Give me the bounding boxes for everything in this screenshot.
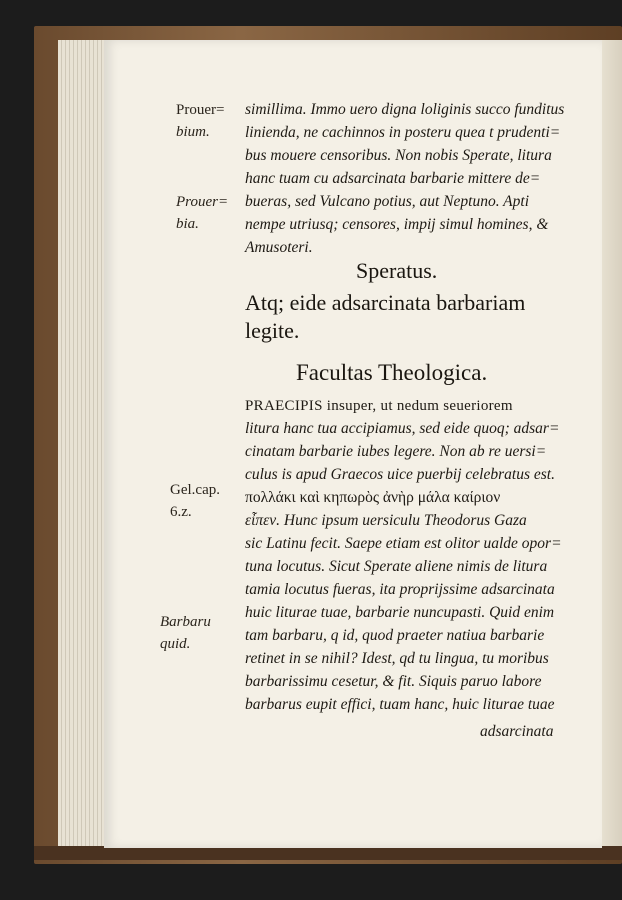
margin-note-barbarum-2: quid. <box>160 636 191 652</box>
book-cover-edge <box>34 846 622 860</box>
speaker-heading-facultas: Facultas Theologica. <box>296 360 488 385</box>
large-text-line: Atq; eide adsarcinata barbariam <box>245 290 526 315</box>
text-line: tuna locutus. Sicut Sperate aliene nimis de litura <box>245 558 548 575</box>
margin-note-prouerbium: Prouer= <box>176 102 225 118</box>
margin-note-gellius-2: 6.z. <box>170 504 192 520</box>
text-line: εἶπεν. Hunc ipsum uersiculu Theodorus Gaza <box>245 512 527 529</box>
text-line: retinet in se nihil? Idest, qd tu lingua, tu moribus <box>245 650 549 667</box>
text-line: tamia locutus fueras, ita proprijssime adsarcinata <box>245 581 555 598</box>
margin-note-barbarum: Barbaru <box>160 614 211 630</box>
text-line: nempe utriusq; censores, impij simul homines, & <box>245 216 549 233</box>
large-text-line: legite. <box>245 318 300 343</box>
text-line-greek: πολλάκι καὶ κηπωρὸς ἀνὴρ μάλα καίριον <box>245 489 501 506</box>
text-line: PRAECIPIS insuper, ut nedum seueriorem <box>245 398 513 414</box>
page-edges <box>58 40 108 846</box>
text-line: barbarissimu cesetur, & fit. Siquis paruo labore <box>245 673 542 690</box>
text-line: hanc tuam cu adsarcinata barbarie mittere de= <box>245 170 541 187</box>
text-line: sic Latinu fecit. Saepe etiam est olitor ualde opor= <box>245 535 562 552</box>
catchword: adsarcinata <box>480 723 554 740</box>
text-line: litura hanc tua accipiamus, sed eide quoq; adsar= <box>245 420 560 437</box>
margin-note-prouerbium-2: bium. <box>176 124 210 140</box>
margin-note-gellius: Gel.cap. <box>170 482 220 498</box>
text-line: bueras, sed Vulcano potius, aut Neptuno. Apti <box>245 193 530 210</box>
text-line: linienda, ne cachinnos in posteru quea t prudenti= <box>245 124 561 141</box>
text-line: culus is apud Graecos uice puerbij celebratus est. <box>245 466 555 483</box>
text-line: barbarus eupit effici, tuam hanc, huic liturae tuae <box>245 696 555 713</box>
margin-note-prouerbia-2: bia. <box>176 216 199 232</box>
speaker-heading-speratus: Speratus. <box>356 258 438 283</box>
text-line: cinatam barbarie iubes legere. Non ab re uersi= <box>245 443 547 460</box>
text-line: bus mouere censoribus. Non nobis Sperate, litura <box>245 147 552 164</box>
text-line: huic liturae tuae, barbarie nuncupasti. Quid enim <box>245 604 555 621</box>
text-line: simillima. Immo uero digna loliginis succo funditus <box>245 101 565 118</box>
right-page-edge <box>602 40 622 846</box>
margin-note-prouerbia: Prouer= <box>176 194 229 210</box>
text-line: Amusoteri. <box>245 239 313 256</box>
text-line: tam barbaru, q id, quod praeter natiua barbarie <box>245 627 545 644</box>
